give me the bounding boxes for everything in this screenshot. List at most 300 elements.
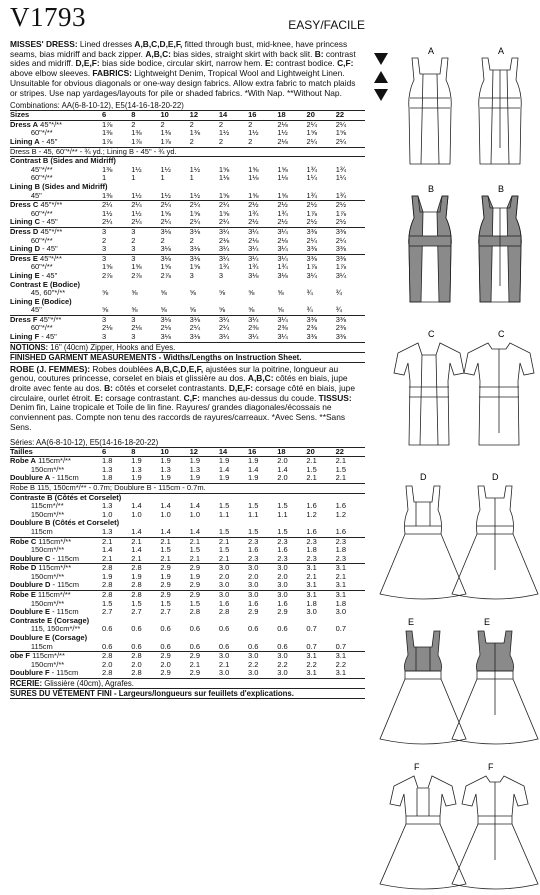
table-cell: 1.4 <box>218 464 230 474</box>
table-cell: 1.5 <box>189 545 201 555</box>
table-cell: 2.1 <box>160 553 171 563</box>
table-cell: 2.3 <box>248 537 277 546</box>
table-row-label <box>10 669 102 678</box>
table-cell: 2¼ <box>307 120 336 129</box>
table-cell: ⅝ <box>131 288 138 298</box>
desc-bold-term: E: <box>264 58 274 69</box>
row-fabric-width: 60"*/** <box>10 262 53 272</box>
table-cell: 2 <box>102 235 107 245</box>
table-cell: 2.1 <box>219 537 248 546</box>
table-cell: 3¼ <box>248 315 277 324</box>
table-cell: 1¼ <box>306 173 317 183</box>
table-cell: 1.5 <box>248 526 259 536</box>
table-cell: 1⅝ <box>218 208 230 218</box>
row-fabric-width: - 115cm <box>50 607 79 617</box>
table-cell: 3⅛ <box>190 315 219 324</box>
table-cell: 1.8 <box>102 473 113 483</box>
table-cell: 1⅜ <box>102 128 113 138</box>
view-a-label-back: A <box>498 46 505 56</box>
table-row <box>10 333 365 342</box>
table-cell: 2.8 <box>131 591 160 600</box>
table-cell: 10 <box>160 111 189 121</box>
row-label: Dress A <box>10 119 39 129</box>
table-cell: 2.3 <box>277 537 306 546</box>
table-cell: 1½ <box>189 164 201 174</box>
table-cell: 1.0 <box>189 509 201 519</box>
table-cell: ⅝ <box>102 305 109 315</box>
table-cell: 0.7 <box>306 624 317 634</box>
table-cell: 2¼ <box>102 201 131 210</box>
notions-fr <box>10 678 365 688</box>
table-cell: 1¾ <box>335 190 347 200</box>
table-cell: 1⅞ <box>102 137 113 146</box>
table-cell: 2.7 <box>160 607 171 617</box>
table-cell: ⅝ <box>160 288 167 298</box>
table-cell: 2½ <box>277 217 288 227</box>
table-cell: 1.6 <box>306 501 317 511</box>
yardage-table-fr <box>10 447 365 678</box>
desc-bold-term: B: <box>104 383 113 394</box>
nav-arrow-down-icon-2[interactable] <box>372 88 390 102</box>
table-cell: 2.9 <box>160 652 189 661</box>
table-cell: 0.7 <box>335 624 347 634</box>
notions-label: RCERIE: <box>10 679 43 689</box>
table-cell: ⅝ <box>189 305 196 315</box>
table-cell: 1⅛ <box>277 173 288 183</box>
table-cell: 2.7 <box>102 607 113 617</box>
table-cell: 2¼ <box>219 201 248 210</box>
table-cell: 3⅜ <box>335 244 347 254</box>
table-cell: 1.6 <box>335 526 347 536</box>
table-cell: 1.1 <box>277 509 288 519</box>
table-cell: 2.9 <box>189 668 201 678</box>
table-cell: 1½ <box>160 190 171 200</box>
table-cell: 3¼ <box>219 254 248 263</box>
table-row <box>10 483 365 493</box>
table-cell: 2⅜ <box>248 323 259 333</box>
row-fabric-width: 115cm*/** <box>36 536 72 546</box>
table-cell: 1⅝ <box>189 262 201 272</box>
table-cell: 1.0 <box>131 509 142 519</box>
table-cell: 0.6 <box>218 624 230 634</box>
table-cell: 1⅝ <box>218 164 230 174</box>
row-label: Doublure A <box>10 473 51 483</box>
table-cell: 1.9 <box>131 457 160 466</box>
table-cell: 1⅝ <box>131 262 142 272</box>
table-cell: 2 <box>248 137 253 146</box>
row-label: Lining D <box>10 244 40 254</box>
table-cell: 3.1 <box>306 652 335 661</box>
table-cell: 3⅜ <box>336 254 365 263</box>
table-cell: 3¼ <box>335 270 347 280</box>
row-fabric-width: 45"*/** <box>37 253 62 263</box>
table-cell: 2.9 <box>190 652 219 661</box>
table-cell: ⅝ <box>277 288 284 298</box>
desc-bold-term: C,F: <box>337 58 354 69</box>
desc-bold-term: A,B,C: <box>247 373 274 384</box>
table-cell: 2.0 <box>218 571 230 581</box>
table-cell: 2 <box>219 120 248 129</box>
table-cell: 1½ <box>248 128 259 138</box>
view-c-label-front: C <box>428 329 435 339</box>
table-cell: 2.8 <box>102 668 113 678</box>
row-fabric-width: 45"*/** <box>38 226 63 236</box>
table-row-label <box>10 138 102 147</box>
row-label: Doublure F <box>10 668 50 678</box>
table-cell: 1⅛ <box>248 173 259 183</box>
table-cell: 2.8 <box>102 591 131 600</box>
desc-bold-term: MISSES' DRESS: <box>10 39 78 49</box>
row-fabric-width: 45" <box>10 305 42 315</box>
row-fabric-width: 115cm <box>10 641 53 651</box>
table-cell: 2.2 <box>306 659 317 669</box>
table-cell: 1.5 <box>160 545 171 555</box>
view-f-label-back: F <box>488 762 494 772</box>
view-b-label-front: B <box>428 184 435 194</box>
table-cell: 8 <box>131 111 160 121</box>
table-cell: 2.1 <box>336 457 365 466</box>
table-cell: 1.9 <box>189 571 201 581</box>
row-fabric-width: 60"*/** <box>10 235 53 245</box>
table-cell: 3⅛ <box>190 254 219 263</box>
table-cell: 3.0 <box>248 652 277 661</box>
table-cell: 3.0 <box>248 564 277 573</box>
table-cell: 1½ <box>218 128 230 138</box>
table-cell: 1 <box>102 173 107 183</box>
table-cell: 2¼ <box>131 217 142 227</box>
table-cell: 3⅜ <box>336 227 365 236</box>
table-cell: 2.9 <box>160 564 189 573</box>
table-cell: 1½ <box>102 208 113 218</box>
table-cell: 3.0 <box>248 591 277 600</box>
table-cell: 2.0 <box>277 571 288 581</box>
table-cell: 2¼ <box>160 201 189 210</box>
table-cell: 1.0 <box>160 509 171 519</box>
table-cell: 2.1 <box>218 553 230 563</box>
table-cell: 1.5 <box>131 598 142 608</box>
row-fabric-width: 60"*/** <box>10 173 53 183</box>
table-cell: 0.6 <box>248 641 259 651</box>
table-cell: 3 <box>218 270 224 280</box>
table-cell: 3 <box>189 270 194 280</box>
desc-text: côtés en biais, jupe droite avec fente au dos. <box>10 373 348 394</box>
table-cell: 1.5 <box>102 598 113 608</box>
table-cell: 3¼ <box>219 227 248 236</box>
table-cell: 1.9 <box>189 473 201 483</box>
table-cell: 3¼ <box>277 227 306 236</box>
table-cell: 3⅜ <box>307 315 336 324</box>
row-label: Dress E <box>10 253 38 263</box>
table-cell: 3¼ <box>248 227 277 236</box>
row-fabric-width: 60"*/** <box>10 208 53 218</box>
description-fr <box>10 365 365 433</box>
table-cell: 2.0 <box>248 571 259 581</box>
table-cell: ¾ <box>335 288 343 298</box>
table-cell: 1⅞ <box>335 262 347 272</box>
row-fabric-width: 45" <box>10 190 42 200</box>
table-cell: 2.0 <box>277 473 288 483</box>
table-cell: 3⅛ <box>277 270 288 280</box>
table-cell: 2.1 <box>335 473 347 483</box>
table-cell: 3¼ <box>277 332 288 342</box>
table-cell: 1⅜ <box>131 128 142 138</box>
table-cell: 2½ <box>307 201 336 210</box>
table-cell: 2.1 <box>102 553 113 563</box>
notions-text: 16" (40cm) Zipper, Hooks and Eyes. <box>48 342 176 352</box>
table-cell: 3.0 <box>277 652 306 661</box>
table-cell: 2½ <box>248 217 259 227</box>
table-cell: 3.1 <box>306 564 335 573</box>
table-cell: 2 <box>160 235 165 245</box>
table-cell: 1.8 <box>306 598 317 608</box>
table-cell: 1¾ <box>306 164 317 174</box>
table-cell: 1.9 <box>248 473 259 483</box>
row-label: Doublure D <box>10 580 51 590</box>
table-cell: 3⅜ <box>336 315 365 324</box>
view-e-label-back: E <box>484 617 491 627</box>
table-cell: 2.9 <box>190 591 219 600</box>
row-fabric-width: 45"*/** <box>38 200 63 210</box>
desc-bold-term: E: <box>94 392 104 403</box>
table-cell: 1.2 <box>335 509 347 519</box>
table-cell: 20 <box>306 447 335 457</box>
table-cell: 2⅞ <box>131 270 142 280</box>
table-cell: 1.5 <box>306 464 317 474</box>
table-cell: 1.4 <box>131 501 142 511</box>
table-cell: 3¼ <box>248 244 259 254</box>
table-cell: 3.0 <box>219 564 248 573</box>
table-cell: 2.8 <box>102 580 113 590</box>
table-cell: 3¼ <box>218 244 230 254</box>
table-cell: 2¼ <box>306 235 317 245</box>
table-cell: 0.6 <box>277 624 288 634</box>
table-cell: 3¼ <box>218 332 230 342</box>
row-fabric-width: 115, 150cm*/** <box>10 624 81 634</box>
table-cell: 2.1 <box>189 553 201 563</box>
table-cell: 2.8 <box>131 668 142 678</box>
table-cell: 1¼ <box>335 173 347 183</box>
table-cell: 0.6 <box>131 641 142 651</box>
table-cell: 12 <box>190 447 219 457</box>
row-fabric-width: 150cm*/** <box>10 509 65 519</box>
table-cell: 2.1 <box>335 571 347 581</box>
desc-text: ajustées sur la poitrine, longueur au genou, coutures princesse, corselet en biais et glissière au dos. <box>10 363 339 384</box>
desc-bold-term: FABRICS: <box>92 68 132 79</box>
table-cell: 2.1 <box>189 659 201 669</box>
table-cell: 2.1 <box>190 537 219 546</box>
table-cell: 3 <box>131 227 160 236</box>
row-fabric-width: 150cm*/** <box>10 571 65 581</box>
desc-text: contrast bodice. <box>273 58 338 69</box>
table-cell: 1.6 <box>277 598 288 608</box>
table-cell: 2⅛ <box>218 235 230 245</box>
table-cell: 1.1 <box>218 509 230 519</box>
row-fabric-width: 115cm*/** <box>30 651 65 661</box>
desc-text: contrast sides and midriff. <box>10 48 356 69</box>
table-cell: 3⅜ <box>306 244 317 254</box>
table-cell: 1¾ <box>335 164 347 174</box>
table-cell: 10 <box>160 447 189 457</box>
table-cell: 6 <box>102 447 131 457</box>
table-cell: 3⅜ <box>306 332 317 342</box>
view-f-illustration <box>374 760 540 895</box>
table-row <box>10 306 365 315</box>
table-cell: 0.6 <box>160 641 171 651</box>
table-cell: 2⅛ <box>248 235 259 245</box>
finished-measurements-fr: SURES DU VÊTEMENT FINI - Largeurs/longueurs sur feuillets d'explications. <box>10 688 365 699</box>
table-cell: 3¼ <box>248 254 277 263</box>
table-cell: 2¼ <box>335 235 347 245</box>
table-cell: 1.0 <box>102 509 113 519</box>
table-cell: 3⅛ <box>190 227 219 236</box>
table-cell: 2.8 <box>131 580 142 590</box>
view-c-illustration <box>384 325 540 450</box>
table-cell: 1⅞ <box>306 262 317 272</box>
table-cell: 3⅜ <box>335 332 347 342</box>
row-fabric-width: 115cm*/** <box>35 590 71 600</box>
table-cell: 1¾ <box>248 208 259 218</box>
desc-text: Denim fin, Laine tropicale et Toile de lin fine. Rayures/ grandes diagonales/écossais ne conviennent pas. Compte non tenu des raccords de rayures/carreaux. *Avec Sens. **Sans Sens. <box>10 402 346 432</box>
table-cell: 22 <box>336 447 365 457</box>
row-label: Dress C <box>10 200 39 210</box>
view-d-label-front: D <box>420 472 427 482</box>
table-cell: 3¼ <box>277 315 306 324</box>
table-cell: 20 <box>307 111 336 121</box>
table-cell: 1½ <box>189 190 201 200</box>
table-cell: 22 <box>336 111 365 121</box>
row-fabric-width: 150cm*/** <box>10 659 65 669</box>
table-cell: 1.4 <box>277 464 288 474</box>
table-cell: 1½ <box>131 208 142 218</box>
table-cell: 3 <box>102 332 107 342</box>
table-cell: 0.6 <box>277 641 288 651</box>
table-cell: 1.5 <box>248 501 259 511</box>
table-cell: 2⅞ <box>160 270 171 280</box>
table-cell: 2.1 <box>131 537 160 546</box>
table-cell: 3⅛ <box>248 270 259 280</box>
desc-bold-term: TISSUS: <box>318 392 352 403</box>
table-cell: 2 <box>218 137 224 146</box>
desc-text: manches au-dessus du coude. <box>199 392 319 403</box>
table-cell: 1.4 <box>248 464 259 474</box>
table-cell: 1.9 <box>131 473 142 483</box>
table-cell: 1.4 <box>189 501 201 511</box>
table-cell: 2⅛ <box>277 137 288 146</box>
table-cell: 1½ <box>277 128 288 138</box>
combinations-en: Combinations: AA(6-8-10-12), E5(14-16-18-20-22) <box>10 101 184 111</box>
table-cell: 1.4 <box>102 545 113 555</box>
row-label: Lining C <box>10 217 40 227</box>
table-cell: 1⅝ <box>306 128 317 138</box>
table-cell: 1⅝ <box>160 208 171 218</box>
desc-bold-term: B: <box>314 48 324 59</box>
table-cell: 1.8 <box>306 545 317 555</box>
table-cell: 2½ <box>306 217 317 227</box>
nav-arrow-down-icon[interactable] <box>372 52 390 66</box>
table-cell: 2 <box>131 120 160 129</box>
nav-arrow-up-icon[interactable] <box>372 70 390 84</box>
table-cell: 3.1 <box>335 668 347 678</box>
table-cell: 3.0 <box>248 580 259 590</box>
table-cell: 3⅛ <box>160 244 171 254</box>
row-label: Doublure E <box>10 607 51 617</box>
row-label: Dress D <box>10 226 39 236</box>
table-cell: 2 <box>189 235 194 245</box>
table-cell: 2⅛ <box>277 120 306 129</box>
row-fabric-width: - 45" <box>39 332 57 342</box>
table-cell: 1.5 <box>160 598 171 608</box>
difficulty-label: EASY/FACILE <box>288 18 365 32</box>
table-cell: 1.9 <box>190 457 219 466</box>
table-cell: 3.1 <box>336 652 365 661</box>
table-row <box>10 245 365 254</box>
table-cell: 2⅜ <box>277 323 288 333</box>
desc-bold-term: A,B,C: <box>145 48 171 59</box>
table-cell: 2.8 <box>131 564 160 573</box>
table-cell: 1¾ <box>277 262 288 272</box>
table-cell: 2.1 <box>306 571 317 581</box>
table-cell: 2.1 <box>218 659 230 669</box>
desc-bold-term: A,B,C,D,E,F, <box>134 39 183 49</box>
table-cell: 3.0 <box>277 564 306 573</box>
table-cell: 0.7 <box>335 641 347 651</box>
row-fabric-width: 45"*/** <box>10 164 53 174</box>
table-cell: 2.9 <box>248 607 259 617</box>
row-label: obe F <box>10 651 30 661</box>
table-cell: 1.9 <box>131 571 142 581</box>
table-cell: ⅝ <box>277 305 284 315</box>
table-cell: 3¼ <box>277 254 306 263</box>
table-cell: 1⅜ <box>160 128 171 138</box>
table-cell: 2½ <box>248 201 277 210</box>
table-cell: 18 <box>277 111 306 121</box>
desc-text: corsage contrastant. <box>103 392 184 403</box>
left-column <box>10 40 365 699</box>
table-cell: 1.8 <box>335 598 347 608</box>
table-cell: 1.4 <box>160 526 171 536</box>
table-cell: 3 <box>131 332 136 342</box>
table-cell: 2.1 <box>306 473 317 483</box>
row-label: Lining F <box>10 332 40 342</box>
table-cell: 2.9 <box>160 591 189 600</box>
table-cell: 1⅝ <box>248 164 259 174</box>
table-cell: 1⅜ <box>102 164 113 174</box>
desc-text: corsage côté en biais, jupe circulaire, ourlet étroit. <box>10 383 355 403</box>
table-cell: 2.0 <box>102 659 113 669</box>
table-cell: 2¼ <box>189 217 201 227</box>
table-cell: 3⅛ <box>189 244 201 254</box>
view-b-label-back: B <box>498 184 505 194</box>
table-cell: 1.3 <box>102 526 113 536</box>
table-cell: 2 <box>189 137 194 146</box>
table-cell: 2⅛ <box>131 323 142 333</box>
table-cell: 1.9 <box>160 571 171 581</box>
row-label: Sizes <box>10 110 30 120</box>
table-cell: 1⅝ <box>102 262 113 272</box>
table-cell: 1⅞ <box>131 137 142 146</box>
row-fabric-width: - 45" <box>40 244 58 254</box>
table-cell: 1.6 <box>248 545 259 555</box>
row-fabric-width: - 115cm <box>50 473 79 483</box>
table-cell: 2 <box>190 120 219 129</box>
table-cell: 1.4 <box>189 526 201 536</box>
table-cell: 2½ <box>335 217 347 227</box>
table-cell: 3.0 <box>277 580 288 590</box>
table-cell: 3.1 <box>306 668 317 678</box>
table-cell: 1⅞ <box>160 137 171 146</box>
table-cell: 1.3 <box>189 464 201 474</box>
yardage-table-en <box>10 110 365 341</box>
